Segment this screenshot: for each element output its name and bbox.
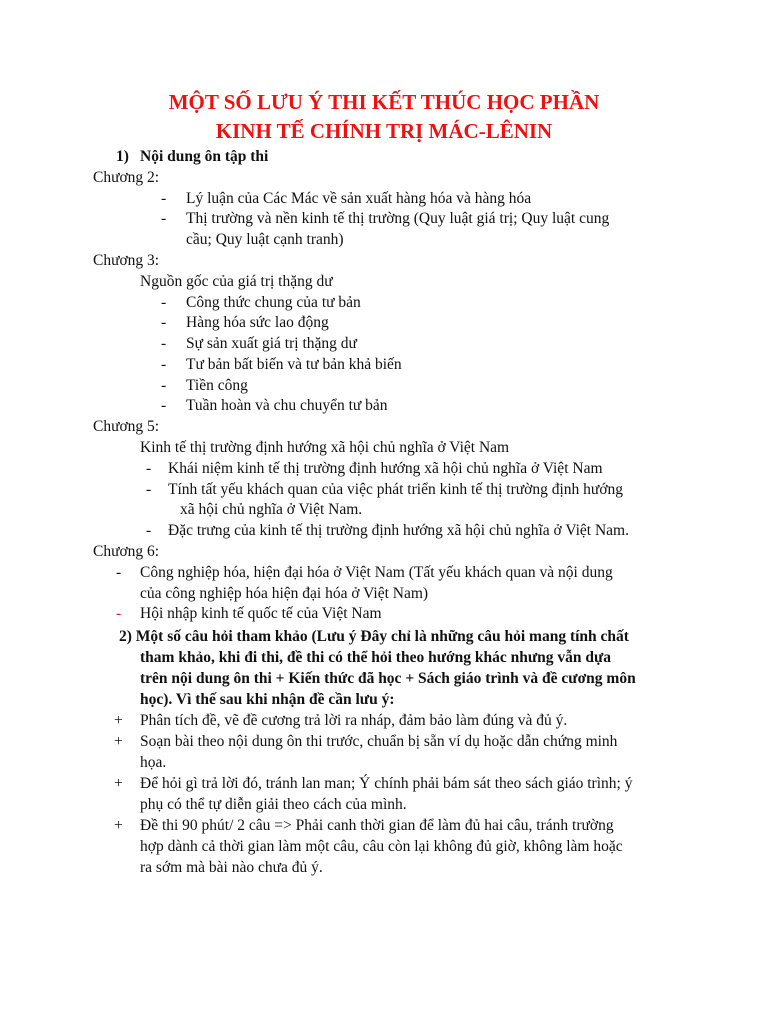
note-2: Soạn bài theo nội dung ôn thi trước, chuẩn bị sẵn ví dụ hoặc dẫn chứng minh xyxy=(140,733,618,750)
section2-line-1: 2) Một số câu hỏi tham khảo (Lưu ý Đây chỉ là những câu hỏi mang tính chất xyxy=(119,628,629,645)
bullet-plus: + xyxy=(114,712,123,729)
chuong5-item-3: Đặc trưng của kinh tế thị trường định hướng xã hội chủ nghĩa ở Việt Nam. xyxy=(168,522,629,539)
chuong2-item-2: Thị trường và nền kinh tế thị trường (Quy luật giá trị; Quy luật cung xyxy=(186,210,610,227)
chuong3-subtitle: Nguồn gốc của giá trị thặng dư xyxy=(140,273,333,290)
chuong3-item-3: Sự sản xuất giá trị thặng dư xyxy=(186,335,357,352)
section1-number: 1) xyxy=(116,148,129,165)
bullet-dash: - xyxy=(161,294,167,311)
bullet-dash: - xyxy=(116,564,122,581)
bullet-dash: - xyxy=(146,460,152,477)
bullet-dash: - xyxy=(161,397,167,414)
chuong2-item-1: Lý luận của Các Mác về sản xuất hàng hóa và hàng hóa xyxy=(186,190,532,207)
bullet-dash: - xyxy=(161,314,167,331)
bullet-dash: - xyxy=(161,210,167,227)
bullet-dash: - xyxy=(146,481,152,498)
chuong5-item-2: Tính tất yếu khách quan của việc phát triển kinh tế thị trường định hướng xyxy=(168,481,624,498)
note-4-cont-1: hợp dành cả thời gian làm một câu, câu còn lại không đủ giờ, không làm hoặc xyxy=(140,838,623,855)
bullet-dash: - xyxy=(161,190,167,207)
note-3: Để hỏi gì trả lời đó, tránh lan man; Ý chính phải bám sát theo sách giáo trình; ý xyxy=(140,775,633,792)
bullet-dash: - xyxy=(161,356,167,373)
chuong5-label: Chương 5: xyxy=(93,418,160,435)
bullet-dash: - xyxy=(161,377,167,394)
note-3-cont: phụ có thể tự diễn giải theo cách của mình. xyxy=(140,796,407,813)
bullet-dash: - xyxy=(161,335,167,352)
chuong5-subtitle: Kinh tế thị trường định hướng xã hội chủ nghĩa ở Việt Nam xyxy=(140,439,510,456)
section2-line-2: tham khảo, khi đi thi, đề thi có thể hỏi theo hướng khác nhưng vẫn dựa xyxy=(140,649,612,666)
chuong2-label: Chương 2: xyxy=(93,169,160,186)
chuong3-item-1: Công thức chung của tư bản xyxy=(186,294,361,311)
bullet-plus: + xyxy=(114,817,123,834)
note-1: Phân tích đề, vẽ đề cương trả lời ra nháp, đảm bảo làm đúng và đủ ý. xyxy=(140,712,568,729)
title-line-2: KINH TẾ CHÍNH TRỊ MÁC-LÊNIN xyxy=(215,119,553,143)
chuong6-item-1: Công nghiệp hóa, hiện đại hóa ở Việt Nam (Tất yếu khách quan và nội dung xyxy=(140,564,613,581)
chuong3-item-6: Tuần hoàn và chu chuyển tư bản xyxy=(186,397,388,414)
bullet-plus: + xyxy=(114,775,123,792)
chuong5-item-1: Khái niệm kinh tế thị trường định hướng xã hội chủ nghĩa ở Việt Nam xyxy=(168,460,603,477)
chuong6-item-1-cont: của công nghiệp hóa hiện đại hóa ở Việt Nam) xyxy=(140,585,429,602)
note-2-cont: họa. xyxy=(140,754,167,771)
chuong6-item-2: Hội nhập kinh tế quốc tế của Việt Nam xyxy=(140,605,382,622)
chuong5-item-2-cont: xã hội chủ nghĩa ở Việt Nam. xyxy=(180,501,363,518)
note-4-cont-2: ra sớm mà bài nào chưa đủ ý. xyxy=(140,859,323,876)
note-4: Đề thi 90 phút/ 2 câu => Phải canh thời gian để làm đủ hai câu, tránh trường xyxy=(140,817,614,834)
bullet-plus: + xyxy=(114,733,123,750)
section2-line-4: học). Vì thế sau khi nhận đề cần lưu ý: xyxy=(140,691,395,708)
title-line-1: MỘT SỐ LƯU Ý THI KẾT THÚC HỌC PHẦN xyxy=(168,90,600,114)
chuong2-item-2-cont: cầu; Quy luật cạnh tranh) xyxy=(186,231,344,248)
chuong3-item-4: Tư bản bất biến và tư bản khả biến xyxy=(186,356,402,373)
chuong3-item-2: Hàng hóa sức lao động xyxy=(186,314,329,331)
chuong3-item-5: Tiền công xyxy=(186,377,248,394)
bullet-dash: - xyxy=(146,522,152,539)
section2-line-3: trên nội dung ôn thi + Kiến thức đã học + Sách giáo trình và đề cương môn xyxy=(140,670,636,687)
bullet-dash-red: - xyxy=(116,605,122,622)
chuong3-label: Chương 3: xyxy=(93,252,160,269)
section1-heading: Nội dung ôn tập thi xyxy=(140,148,269,165)
chuong6-label: Chương 6: xyxy=(93,543,160,560)
